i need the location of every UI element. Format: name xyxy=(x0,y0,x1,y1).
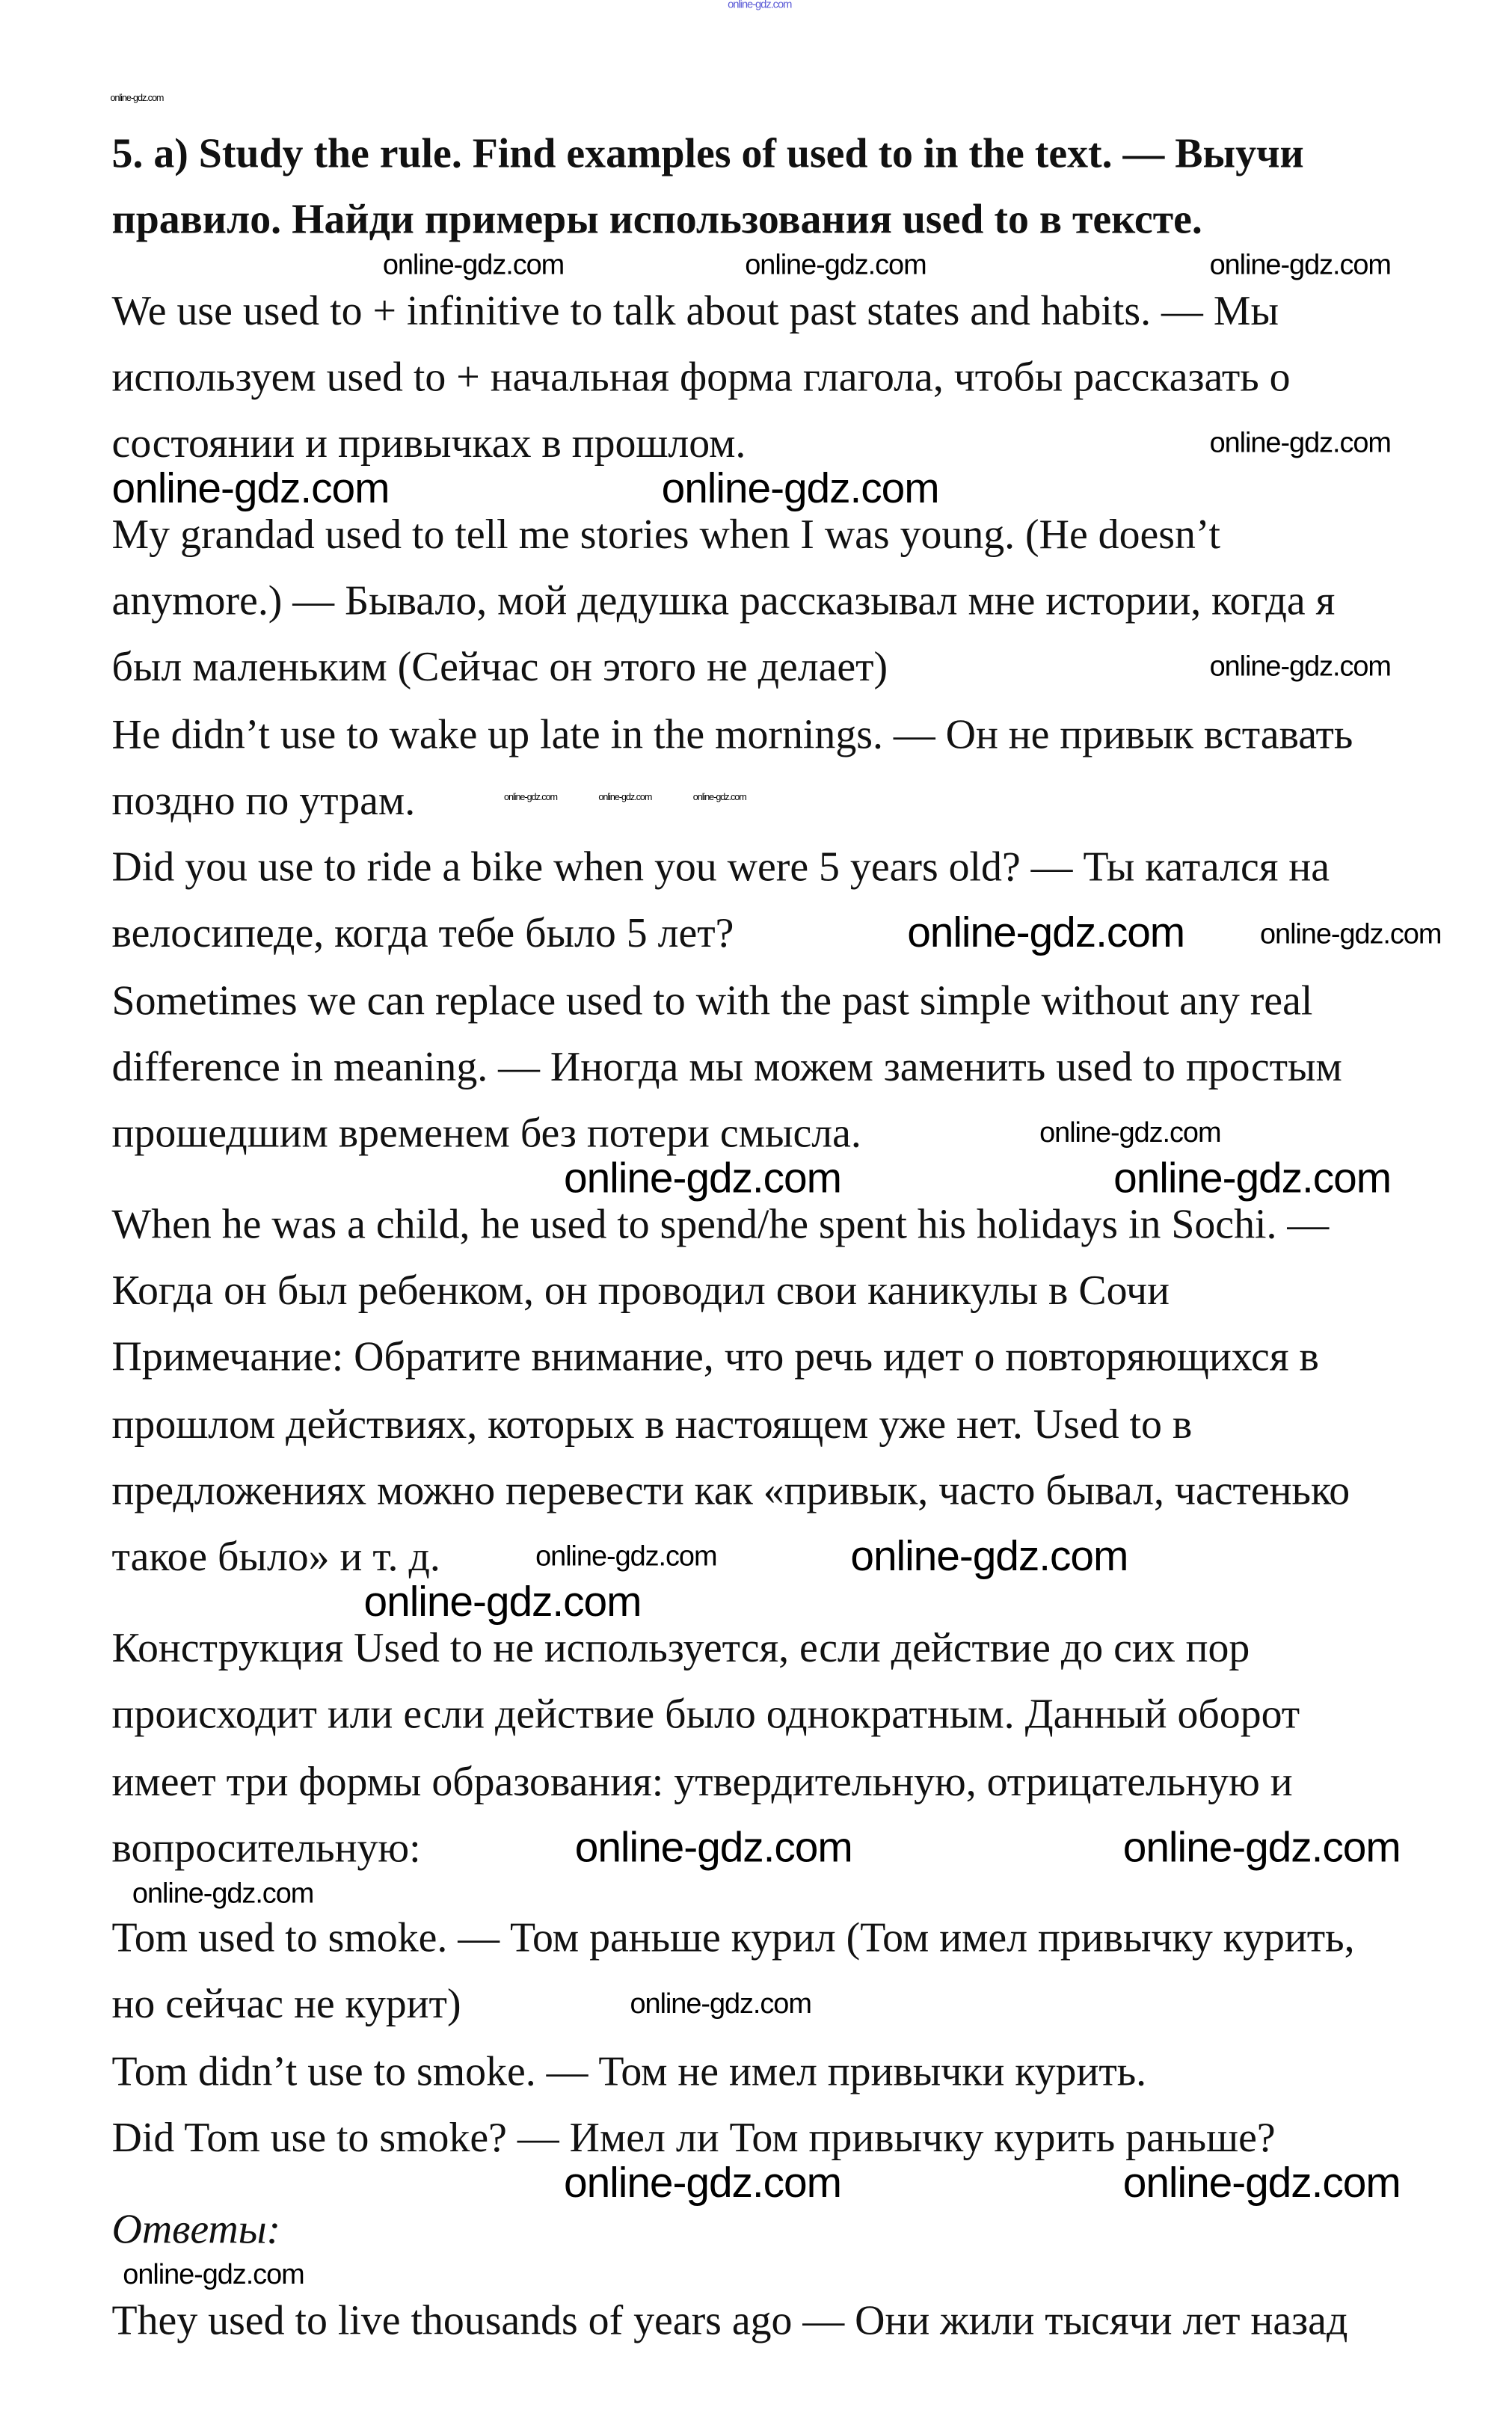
watermark: online-gdz.com xyxy=(564,2159,841,2207)
watermark: online-gdz.com xyxy=(1039,1116,1221,1149)
text-line: Когда он был ребенком, он проводил свои каникулы в Сочи xyxy=(111,1266,1170,1314)
watermark: online-gdz.com xyxy=(1209,248,1391,280)
text-line: поздно по утрам. xyxy=(111,776,416,824)
text-line: Tom used to smoke. — Том раньше курил (Том имел привычку курить, xyxy=(111,1914,1355,1961)
text-line: используем used to + начальная форма глагола, чтобы рассказать о xyxy=(111,352,1291,400)
text-line: велосипеде, когда тебе было 5 лет? xyxy=(111,909,734,956)
task-title: правило. Найди примеры использования used to в тексте. xyxy=(111,195,1202,243)
text-line: был маленьким (Сейчас он этого не делает) xyxy=(111,642,888,690)
watermark: online-gdz.com xyxy=(574,1824,852,1872)
watermark: online-gdz.com xyxy=(1260,918,1442,950)
text-line: We use used to + infinitive to talk about past states and habits. — Мы xyxy=(111,286,1279,334)
text-line: My grandad used to tell me stories when I was young. (He doesn’t xyxy=(111,510,1221,558)
watermark: online-gdz.com xyxy=(535,1540,717,1573)
answer-line: They used to live thousands of years ago — Они жили тысячи лет назад xyxy=(111,2296,1348,2344)
text-line: Конструкция Used to не используется, если действие до сих пор xyxy=(111,1623,1250,1671)
text-line: такое было» и т. д. xyxy=(111,1532,440,1580)
text-line: Sometimes we can replace used to with the past simple without any real xyxy=(111,976,1313,1024)
text-line: состоянии и привычках в прошлом. xyxy=(111,419,746,467)
watermark: online-gdz.com xyxy=(564,1154,841,1202)
watermark: online-gdz.com xyxy=(692,793,746,804)
text-line: Tom didn’t use to smoke. — Том не имел привычки курить. xyxy=(111,2047,1147,2095)
text-line: прошлом действиях, которых в настоящем уже нет. Used to в xyxy=(111,1400,1193,1448)
watermark: online-gdz.com xyxy=(1122,1824,1401,1872)
text-line: When he was a child, he used to spend/he spent his holidays in Sochi. — xyxy=(111,1199,1330,1248)
text-line: anymore.) — Бывало, мой дедушка рассказывал мне истории, когда я xyxy=(111,576,1336,624)
text-line: вопросительную: xyxy=(111,1824,421,1872)
text-line: имеет три формы образования: утвердительную, отрицательную и xyxy=(111,1757,1293,1805)
watermark: online-gdz.com xyxy=(1122,2159,1401,2207)
watermark: online-gdz.com xyxy=(850,1532,1128,1580)
watermark: online-gdz.com xyxy=(598,793,652,804)
watermark: online-gdz.com xyxy=(111,464,390,512)
top-watermark: online-gdz.com xyxy=(728,0,792,11)
watermark: online-gdz.com xyxy=(1209,650,1391,683)
text-line: Did Tom use to smoke? — Имел ли Том привычку курить раньше? xyxy=(111,2113,1276,2161)
watermark: online-gdz.com xyxy=(661,464,939,512)
watermark: online-gdz.com xyxy=(745,248,926,280)
watermark: online-gdz.com xyxy=(1113,1154,1392,1202)
watermark: online-gdz.com xyxy=(630,1988,811,2020)
answers-label: Ответы: xyxy=(111,2204,281,2252)
text-line: предложениях можно перевести как «привык, часто бывал, частенько xyxy=(111,1466,1350,1514)
watermark: online-gdz.com xyxy=(382,248,565,280)
watermark: online-gdz.com xyxy=(504,793,557,804)
watermark: online-gdz.com xyxy=(363,1578,642,1626)
text-line: He didn’t use to wake up late in the mornings. — Он не привык вставать xyxy=(111,710,1353,758)
watermark: online-gdz.com xyxy=(110,94,164,105)
text-line: прошедшим временем без потери смысла. xyxy=(111,1108,861,1156)
text-line: Did you use to ride a bike when you were 5 years old? — Ты катался на xyxy=(111,842,1330,891)
text-line: Примечание: Обратите внимание, что речь идет о повторяющихся в xyxy=(111,1332,1319,1380)
text-line: difference in meaning. — Иногда мы можем заменить used to простым xyxy=(111,1042,1342,1090)
watermark: online-gdz.com xyxy=(123,2258,304,2290)
text-line: но сейчас не курит) xyxy=(111,1979,461,2027)
task-title: 5. a) Study the rule. Find examples of used to in the text. — Выучи xyxy=(111,129,1304,176)
watermark: online-gdz.com xyxy=(907,909,1185,956)
text-line: происходит или если действие было однократным. Данный оборот xyxy=(111,1690,1300,1738)
watermark: online-gdz.com xyxy=(1209,426,1391,458)
watermark: online-gdz.com xyxy=(132,1877,314,1909)
